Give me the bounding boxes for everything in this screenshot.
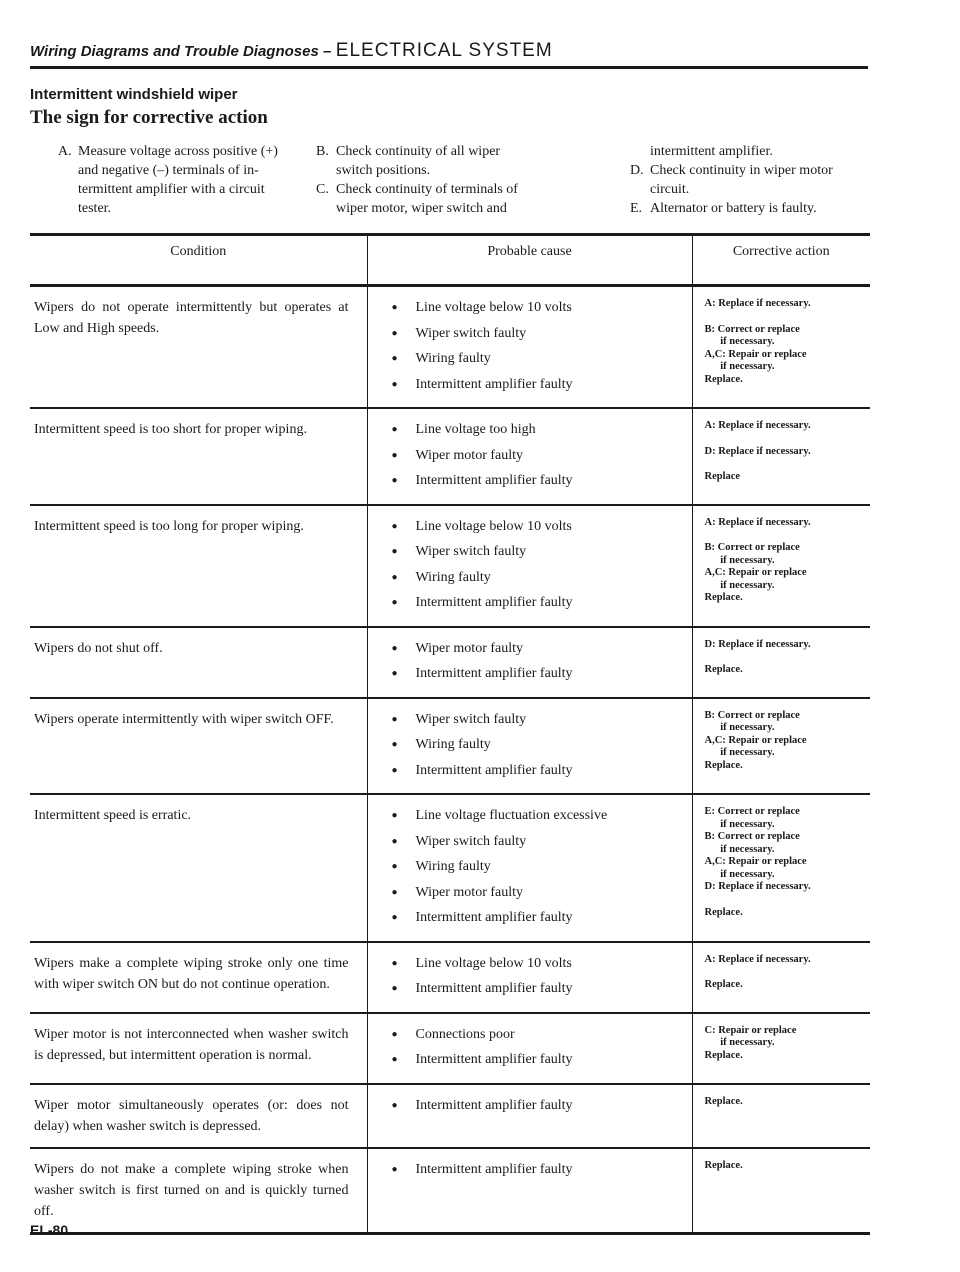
cause-text: Wiper switch faulty: [415, 833, 527, 849]
cause-text: Wiper switch faulty: [415, 544, 527, 559]
legend-item: [630, 161, 875, 199]
action-line: if necessary.: [704, 747, 775, 758]
legend-line: termittent amplifier with a circuit: [78, 182, 265, 197]
action-line: A,C: Repair or replace: [704, 567, 807, 578]
cause-text: Intermittent amplifier faulty: [415, 1161, 573, 1177]
cause-item: [392, 468, 692, 494]
action-line: B: Correct or replace: [704, 542, 800, 553]
action-line: D: Replace if necessary.: [704, 445, 811, 457]
cause-text: Line voltage below 10 volts: [415, 300, 572, 315]
cause-text: Intermittent amplifier faulty: [415, 666, 573, 681]
header-corrective-action: Corrective action: [692, 235, 870, 286]
table-row: [30, 942, 870, 1013]
cause-item: [392, 732, 692, 758]
table-row: [30, 1148, 870, 1234]
legend-line: intermittent amplifier.: [650, 144, 773, 159]
action-line: A: Replace if necessary.: [704, 420, 811, 431]
probable-cause-cell: [367, 627, 692, 698]
cause-text: Line voltage below 10 volts: [415, 518, 572, 534]
legend-key: [630, 142, 650, 161]
action-line: if necessary.: [704, 361, 775, 372]
bullet-icon: ●: [391, 546, 398, 557]
header-section: Wiring Diagrams and Trouble Diagnoses –: [30, 43, 332, 60]
legend-column: [630, 142, 875, 218]
probable-cause-cell: [367, 698, 692, 795]
action-line: A: Replace if necessary.: [704, 953, 811, 965]
diagnosis-table: [30, 233, 870, 1235]
cause-item: [392, 707, 692, 733]
header-probable-cause: Probable cause: [367, 235, 692, 286]
table-row: [30, 408, 870, 505]
bullet-icon: ●: [391, 739, 398, 750]
legend-item: [316, 142, 594, 180]
probable-cause-cell: [367, 1084, 692, 1148]
bullet-icon: ●: [391, 1163, 398, 1175]
cause-item: [392, 372, 692, 398]
probable-cause-cell: [367, 505, 692, 627]
cause-item: [392, 803, 692, 829]
action-line: if necessary.: [704, 722, 775, 733]
bullet-icon: ●: [391, 886, 398, 898]
action-line: Replace.: [704, 1159, 743, 1171]
cause-item: [392, 295, 692, 321]
cause-item: [392, 539, 692, 565]
action-line: A,C: Repair or replace: [704, 856, 807, 867]
cause-item: [392, 951, 692, 977]
action-line: if necessary.: [704, 1037, 775, 1048]
condition-cell: Wipers do not operate intermittently but operates at Low and High speeds.: [30, 286, 367, 409]
cause-item: [392, 758, 692, 784]
action-line: D: Replace if necessary.: [704, 881, 811, 892]
bullet-icon: ●: [391, 861, 398, 872]
bullet-icon: ●: [391, 449, 398, 461]
bullet-icon: ●: [391, 983, 398, 994]
action-line: if necessary.: [704, 554, 775, 566]
table-row: [30, 1084, 870, 1148]
legend-text: [650, 142, 773, 161]
legend-key: D.: [630, 163, 644, 178]
section-subtitle: The sign for corrective action: [30, 107, 268, 128]
bullet-icon: ●: [391, 912, 398, 923]
legend-line: Check continuity of terminals of: [336, 182, 518, 197]
legend-text: [336, 142, 500, 180]
section-title: Intermittent windshield wiper: [30, 86, 238, 103]
legend-line: switch positions.: [336, 163, 431, 178]
bullet-icon: ●: [391, 835, 398, 847]
cause-text: Intermittent amplifier faulty: [415, 1097, 573, 1113]
bullet-icon: ●: [391, 1099, 398, 1111]
action-line: B: Correct or replace: [704, 323, 800, 335]
cause-item: [392, 976, 692, 1002]
corrective-action-cell: [692, 408, 870, 505]
action-line: A: Replace if necessary.: [704, 516, 811, 528]
legend-key: B.: [316, 144, 329, 159]
legend-line: Alternator or battery is faulty.: [650, 201, 817, 216]
probable-cause-cell: [367, 1148, 692, 1234]
condition-cell: Wipers operate intermittently with wiper switch OFF.: [30, 698, 367, 795]
cause-text: Connections poor: [415, 1026, 515, 1042]
probable-cause-cell: [367, 794, 692, 942]
corrective-action-cell: [692, 1148, 870, 1234]
bullet-icon: ●: [391, 475, 398, 486]
condition-cell: Wiper motor is not interconnected when washer switch is depressed, but intermittent operation is normal.: [30, 1013, 367, 1084]
cause-text: Intermittent amplifier faulty: [415, 762, 573, 778]
legend-key: E.: [630, 201, 643, 216]
cause-text: Wiper motor faulty: [415, 447, 524, 463]
legend-line: Measure voltage across positive (+): [78, 144, 278, 159]
cause-item: [392, 854, 692, 880]
action-line: A,C: Repair or replace: [704, 348, 807, 360]
action-line: Replace.: [704, 759, 743, 771]
legend-column: [316, 142, 594, 218]
legend-line: wiper motor, wiper switch and: [336, 201, 507, 216]
action-line: C: Repair or replace: [704, 1024, 797, 1036]
probable-cause-cell: [367, 942, 692, 1013]
bullet-icon: ●: [391, 353, 398, 364]
bullet-icon: ●: [391, 642, 398, 654]
bullet-icon: ●: [391, 327, 398, 339]
action-line: B: Correct or replace: [704, 709, 800, 721]
cause-item: [392, 636, 692, 662]
cause-item: [392, 346, 692, 372]
bullet-icon: ●: [391, 378, 398, 390]
cause-text: Line voltage too high: [415, 422, 536, 437]
corrective-action-cell: [692, 942, 870, 1013]
table-row: [30, 698, 870, 795]
header-condition: Condition: [30, 235, 367, 286]
legend-line: Check continuity in wiper motor: [650, 163, 833, 178]
bullet-icon: ●: [391, 764, 398, 776]
action-line: A: Replace if necessary.: [704, 298, 811, 309]
header-system: ELECTRICAL SYSTEM: [335, 40, 553, 61]
cause-text: Wiring faulty: [415, 569, 491, 585]
legend-line: and negative (–) terminals of in-: [78, 163, 259, 178]
condition-cell: Intermittent speed is too long for proper wiping.: [30, 505, 367, 627]
cause-text: Line voltage fluctuation excessive: [415, 808, 608, 823]
cause-item: [392, 417, 692, 443]
bullet-icon: ●: [391, 1054, 398, 1065]
condition-cell: Intermittent speed is erratic.: [30, 794, 367, 942]
cause-item: [392, 321, 692, 347]
legend-text: [650, 199, 817, 218]
cause-item: [392, 1157, 692, 1183]
bullet-icon: ●: [391, 810, 398, 821]
page-number: EL-80: [30, 1222, 69, 1238]
action-line: D: Replace if necessary.: [704, 638, 811, 650]
action-line: if necessary.: [704, 868, 775, 880]
condition-cell: Wiper motor simultaneously operates (or: does not delay) when washer switch is depressed.: [30, 1084, 367, 1148]
condition-cell: Wipers make a complete wiping stroke only one time with wiper switch ON but do not continue operation.: [30, 942, 367, 1013]
cause-item: [392, 829, 692, 855]
cause-item: [392, 590, 692, 616]
legend-text: [336, 180, 518, 218]
corrective-action-cell: [692, 794, 870, 942]
action-line: if necessary.: [704, 843, 775, 855]
bullet-icon: ●: [391, 571, 398, 583]
bullet-icon: ●: [391, 668, 398, 679]
cause-item: [392, 661, 692, 687]
action-line: E: Correct or replace: [704, 806, 800, 817]
cause-item: [392, 1022, 692, 1048]
corrective-action-cell: [692, 505, 870, 627]
cause-text: Wiper motor faulty: [415, 640, 524, 656]
cause-item: [392, 565, 692, 591]
condition-cell: Wipers do not shut off.: [30, 627, 367, 698]
action-line: Replace.: [704, 592, 743, 603]
cause-text: Wiring faulty: [415, 737, 491, 752]
table-row: [30, 1013, 870, 1084]
table-header-row: [30, 235, 870, 286]
legend-text: [650, 161, 833, 199]
legend-column: [58, 142, 328, 218]
cause-text: Line voltage below 10 volts: [415, 955, 572, 971]
cause-text: Wiper switch faulty: [415, 711, 527, 727]
bullet-icon: ●: [391, 1028, 398, 1040]
corrective-action-cell: [692, 286, 870, 409]
corrective-action-cell: [692, 1013, 870, 1084]
cause-text: Intermittent amplifier faulty: [415, 376, 573, 392]
condition-cell: Wipers do not make a complete wiping stroke when washer switch is first turned on and is quickly turned off.: [30, 1148, 367, 1234]
table-row: [30, 627, 870, 698]
bullet-icon: ●: [391, 302, 398, 313]
cause-text: Intermittent amplifier faulty: [415, 595, 573, 610]
corrective-action-cell: [692, 698, 870, 795]
action-line: Replace.: [704, 1095, 743, 1107]
cause-text: Intermittent amplifier faulty: [415, 981, 573, 996]
table-row: [30, 794, 870, 942]
cause-item: [392, 443, 692, 469]
action-line: Replace.: [704, 664, 743, 675]
legend-key: C.: [316, 182, 329, 197]
action-line: Replace.: [704, 979, 743, 990]
action-line: Replace: [704, 471, 741, 482]
legend-text: [78, 142, 278, 218]
cause-item: [392, 1093, 692, 1119]
action-line: Replace.: [704, 373, 743, 385]
cause-item: [392, 514, 692, 540]
bullet-icon: ●: [391, 597, 398, 608]
cause-item: [392, 880, 692, 906]
cause-item: [392, 905, 692, 931]
legend-line: circuit.: [650, 182, 690, 197]
cause-text: Wiper motor faulty: [415, 884, 524, 900]
cause-item: [392, 1047, 692, 1073]
action-line: if necessary.: [704, 579, 775, 591]
action-line: Replace.: [704, 906, 743, 918]
action-line: if necessary.: [704, 818, 775, 830]
condition-cell: Intermittent speed is too short for proper wiping.: [30, 408, 367, 505]
legend-item: [630, 142, 875, 161]
probable-cause-cell: [367, 286, 692, 409]
bullet-icon: ●: [391, 424, 398, 435]
action-line: Replace.: [704, 1049, 743, 1061]
cause-text: Intermittent amplifier faulty: [415, 910, 573, 925]
table-row: [30, 286, 870, 409]
cause-text: Wiper switch faulty: [415, 325, 527, 341]
bullet-icon: ●: [391, 520, 398, 532]
bullet-icon: ●: [391, 713, 398, 725]
cause-text: Wiring faulty: [415, 351, 491, 366]
probable-cause-cell: [367, 408, 692, 505]
probable-cause-cell: [367, 1013, 692, 1084]
action-line: A,C: Repair or replace: [704, 734, 807, 746]
legend-line: tester.: [78, 201, 112, 216]
cause-text: Intermittent amplifier faulty: [415, 473, 573, 488]
action-line: if necessary.: [704, 336, 775, 347]
action-line: B: Correct or replace: [704, 831, 800, 842]
cause-text: Intermittent amplifier faulty: [415, 1052, 573, 1067]
legend-key: A.: [58, 144, 72, 159]
table-row: [30, 505, 870, 627]
corrective-action-cell: [692, 627, 870, 698]
cause-text: Wiring faulty: [415, 859, 491, 874]
legend-item: [630, 199, 875, 218]
legend-item: [316, 180, 594, 218]
page-header: [30, 40, 868, 69]
corrective-action-cell: [692, 1084, 870, 1148]
legend-line: Check continuity of all wiper: [336, 144, 501, 159]
legend-item: [58, 142, 328, 218]
bullet-icon: ●: [391, 957, 398, 969]
